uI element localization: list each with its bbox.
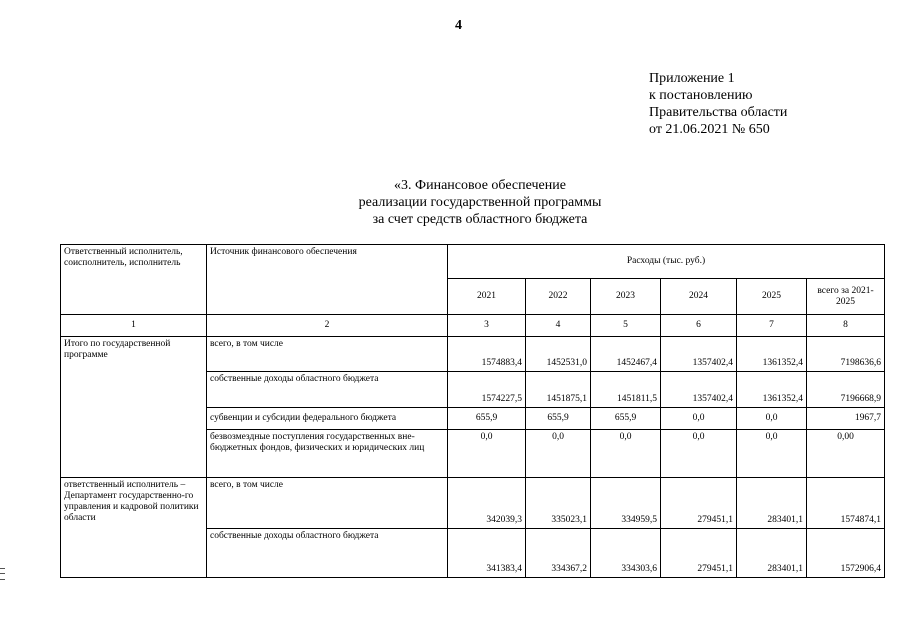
value-cell: 0,0 — [661, 408, 737, 430]
header-expenses: Расходы (тыс. руб.) — [448, 245, 885, 279]
page-number: 4 — [455, 18, 462, 33]
value-cell: 1451811,5 — [591, 372, 661, 408]
header-year: 2025 — [737, 279, 807, 315]
value-cell: 1572906,4 — [807, 529, 885, 578]
executor-cell: ответственный исполнитель – Департамент государственно-го управления и кадровой политики области — [61, 478, 207, 578]
header-year: 2023 — [591, 279, 661, 315]
scan-margin-mark — [0, 568, 5, 580]
header-year: 2022 — [526, 279, 591, 315]
budget-table — [60, 244, 885, 578]
column-number: 4 — [526, 315, 591, 337]
value-cell: 335023,1 — [526, 478, 591, 529]
value-cell: 1361352,4 — [737, 337, 807, 372]
header-year: 2021 — [448, 279, 526, 315]
value-cell: 341383,4 — [448, 529, 526, 578]
value-cell: 283401,1 — [737, 478, 807, 529]
column-number: 5 — [591, 315, 661, 337]
source-cell: субвенции и субсидии федерального бюджета — [207, 408, 448, 430]
value-cell: 1357402,4 — [661, 337, 737, 372]
value-cell: 0,0 — [737, 430, 807, 478]
value-cell: 655,9 — [448, 408, 526, 430]
source-cell: безвозмездные поступления государственных вне-бюджетных фондов, физических и юридических лиц — [207, 430, 448, 478]
value-cell: 1357402,4 — [661, 372, 737, 408]
value-cell: 0,0 — [448, 430, 526, 478]
column-number: 7 — [737, 315, 807, 337]
value-cell: 1361352,4 — [737, 372, 807, 408]
column-number: 3 — [448, 315, 526, 337]
value-cell: 1452531,0 — [526, 337, 591, 372]
value-cell: 1574874,1 — [807, 478, 885, 529]
appendix-reference — [649, 70, 787, 138]
column-number: 6 — [661, 315, 737, 337]
section-title — [180, 177, 780, 228]
appendix-line: к постановлению — [649, 88, 753, 103]
column-number: 8 — [807, 315, 885, 337]
executor-cell: Итого по государственной программе — [61, 337, 207, 478]
value-cell: 655,9 — [591, 408, 661, 430]
source-cell: всего, в том числе — [207, 478, 448, 529]
value-cell: 334959,5 — [591, 478, 661, 529]
value-cell: 1451875,1 — [526, 372, 591, 408]
title-line: за счет средств областного бюджета — [372, 212, 588, 227]
value-cell: 1967,7 — [807, 408, 885, 430]
value-cell: 0,00 — [807, 430, 885, 478]
value-cell: 1574227,5 — [448, 372, 526, 408]
value-cell: 1452467,4 — [591, 337, 661, 372]
source-cell: всего, в том числе — [207, 337, 448, 372]
table-row — [61, 478, 885, 529]
column-number: 2 — [207, 315, 448, 337]
value-cell: 0,0 — [661, 430, 737, 478]
appendix-line: Правительства области — [649, 105, 788, 120]
value-cell: 342039,3 — [448, 478, 526, 529]
value-cell: 334367,2 — [526, 529, 591, 578]
value-cell: 7198636,6 — [807, 337, 885, 372]
value-cell: 0,0 — [526, 430, 591, 478]
value-cell: 0,0 — [737, 408, 807, 430]
appendix-line: Приложение 1 — [649, 71, 735, 86]
value-cell: 1574883,4 — [448, 337, 526, 372]
header-source: Источник финансового обеспечения — [207, 245, 448, 315]
source-cell: собственные доходы областного бюджета — [207, 529, 448, 578]
source-cell: собственные доходы областного бюджета — [207, 372, 448, 408]
value-cell: 7196668,9 — [807, 372, 885, 408]
value-cell: 279451,1 — [661, 529, 737, 578]
table-row — [61, 337, 885, 372]
value-cell: 334303,6 — [591, 529, 661, 578]
header-year-total: всего за 2021-2025 — [807, 279, 885, 315]
value-cell: 283401,1 — [737, 529, 807, 578]
title-line: «3. Финансовое обеспечение — [394, 178, 566, 193]
value-cell: 0,0 — [591, 430, 661, 478]
header-year: 2024 — [661, 279, 737, 315]
value-cell: 279451,1 — [661, 478, 737, 529]
column-number: 1 — [61, 315, 207, 337]
value-cell: 655,9 — [526, 408, 591, 430]
header-executor: Ответственный исполнитель, соисполнитель, исполнитель — [61, 245, 207, 315]
title-line: реализации государственной программы — [358, 195, 602, 210]
appendix-line: от 21.06.2021 № 650 — [649, 122, 770, 137]
